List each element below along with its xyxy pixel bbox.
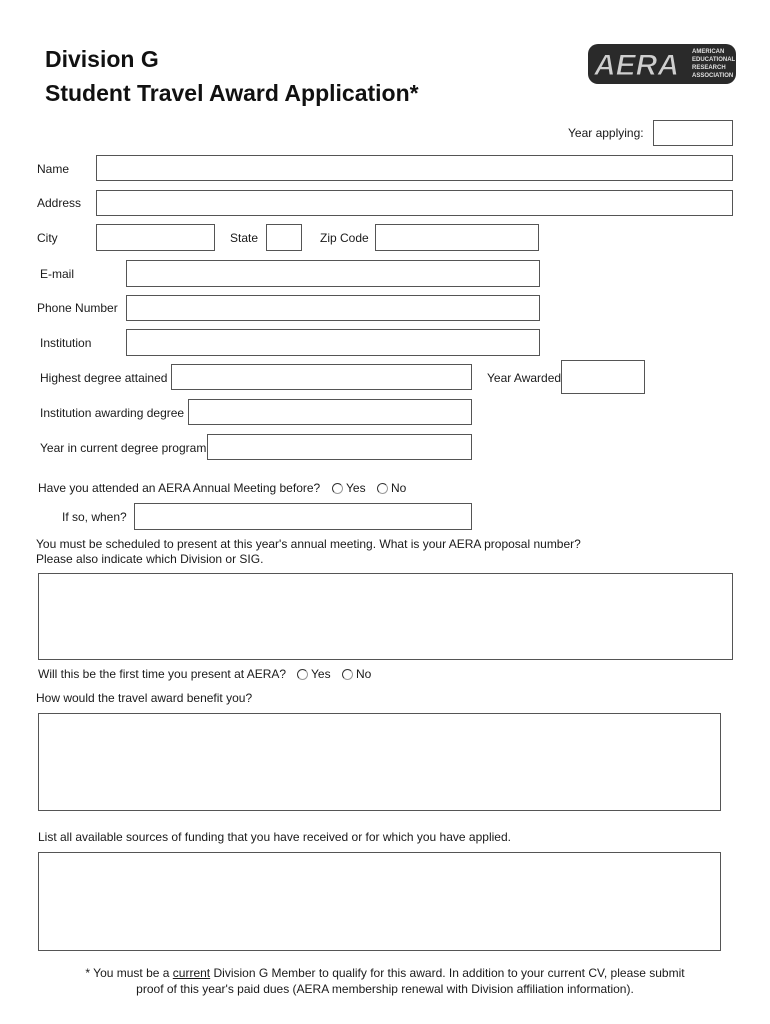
aera-logo: [588, 44, 736, 84]
zip-label: Zip Code: [320, 231, 369, 245]
logo-line-3: RESEARCH: [692, 65, 726, 71]
first-time-question: Will this be the first time you present at AERA?: [38, 667, 287, 681]
city-field[interactable]: [96, 224, 215, 251]
proposal-question-line1: You must be scheduled to present at this year's annual meeting. What is your AERA proposal number?: [36, 537, 581, 551]
institution-label: Institution: [40, 336, 92, 350]
name-field[interactable]: [96, 155, 733, 181]
name-label: Name: [37, 162, 70, 176]
email-field[interactable]: [126, 260, 540, 287]
benefit-question: How would the travel award benefit you?: [36, 691, 253, 705]
attended-yes-radio[interactable]: [332, 481, 366, 495]
first-time-yes-label: Yes: [311, 667, 331, 681]
address-field[interactable]: [96, 190, 733, 216]
if-so-when-field[interactable]: [134, 503, 472, 530]
footer-note-line1: [40, 965, 730, 981]
year-in-program-field[interactable]: [207, 434, 472, 460]
attended-yes-label: Yes: [346, 481, 366, 495]
logo-wordmark: AERA: [594, 49, 680, 82]
year-applying-label: Year applying:: [568, 126, 644, 140]
highest-degree-label: Highest degree attained: [40, 371, 168, 385]
radio-circle-icon: [297, 669, 308, 680]
institution-awarding-field[interactable]: [188, 399, 472, 425]
proposal-number-textarea[interactable]: [38, 573, 733, 660]
city-label: City: [37, 231, 58, 245]
address-label: Address: [37, 196, 82, 210]
proposal-question-line2: Please also indicate which Division or SIG.: [36, 552, 264, 566]
institution-awarding-label: Institution awarding degree: [40, 406, 185, 420]
year-awarded-field[interactable]: [561, 360, 645, 394]
radio-circle-icon: [342, 669, 353, 680]
logo-line-1: AMERICAN: [692, 49, 725, 55]
logo-line-2: EDUCATIONAL: [692, 57, 736, 63]
page-title-line1: Division G: [45, 46, 159, 72]
state-label: State: [230, 231, 259, 245]
footer-note-line2: proof of this year's paid dues (AERA membership renewal with Division affiliation information).: [136, 982, 634, 996]
zip-field[interactable]: [375, 224, 539, 251]
first-time-no-radio[interactable]: [342, 667, 371, 681]
phone-field[interactable]: [126, 295, 540, 321]
if-so-when-label: If so, when?: [62, 510, 127, 524]
footer-current-underlined: current: [172, 966, 211, 980]
benefit-textarea[interactable]: [38, 713, 721, 811]
footer-part2: Division G Member to qualify for this award. In addition to your current CV, please submit: [210, 966, 685, 980]
year-applying-field[interactable]: [653, 120, 733, 146]
radio-circle-icon: [332, 483, 343, 494]
email-label: E-mail: [40, 267, 75, 281]
footer-part1: * You must be a: [85, 966, 173, 980]
first-time-no-label: No: [356, 667, 372, 681]
institution-field[interactable]: [126, 329, 540, 356]
attended-no-radio[interactable]: [377, 481, 406, 495]
radio-circle-icon: [377, 483, 388, 494]
funding-textarea[interactable]: [38, 852, 721, 951]
page-title-line2: Student Travel Award Application*: [45, 80, 419, 106]
highest-degree-field[interactable]: [171, 364, 472, 390]
logo-line-4: ASSOCIATION: [692, 73, 734, 79]
year-awarded-label: Year Awarded: [487, 371, 562, 385]
first-time-yes-radio[interactable]: [297, 667, 331, 681]
attended-no-label: No: [391, 481, 407, 495]
year-in-program-label: Year in current degree program: [40, 441, 207, 455]
funding-question: List all available sources of funding that you have received or for which you have applied.: [38, 830, 511, 844]
attended-question: Have you attended an AERA Annual Meeting before?: [38, 481, 321, 495]
phone-label: Phone Number: [37, 301, 118, 315]
state-field[interactable]: [266, 224, 302, 251]
